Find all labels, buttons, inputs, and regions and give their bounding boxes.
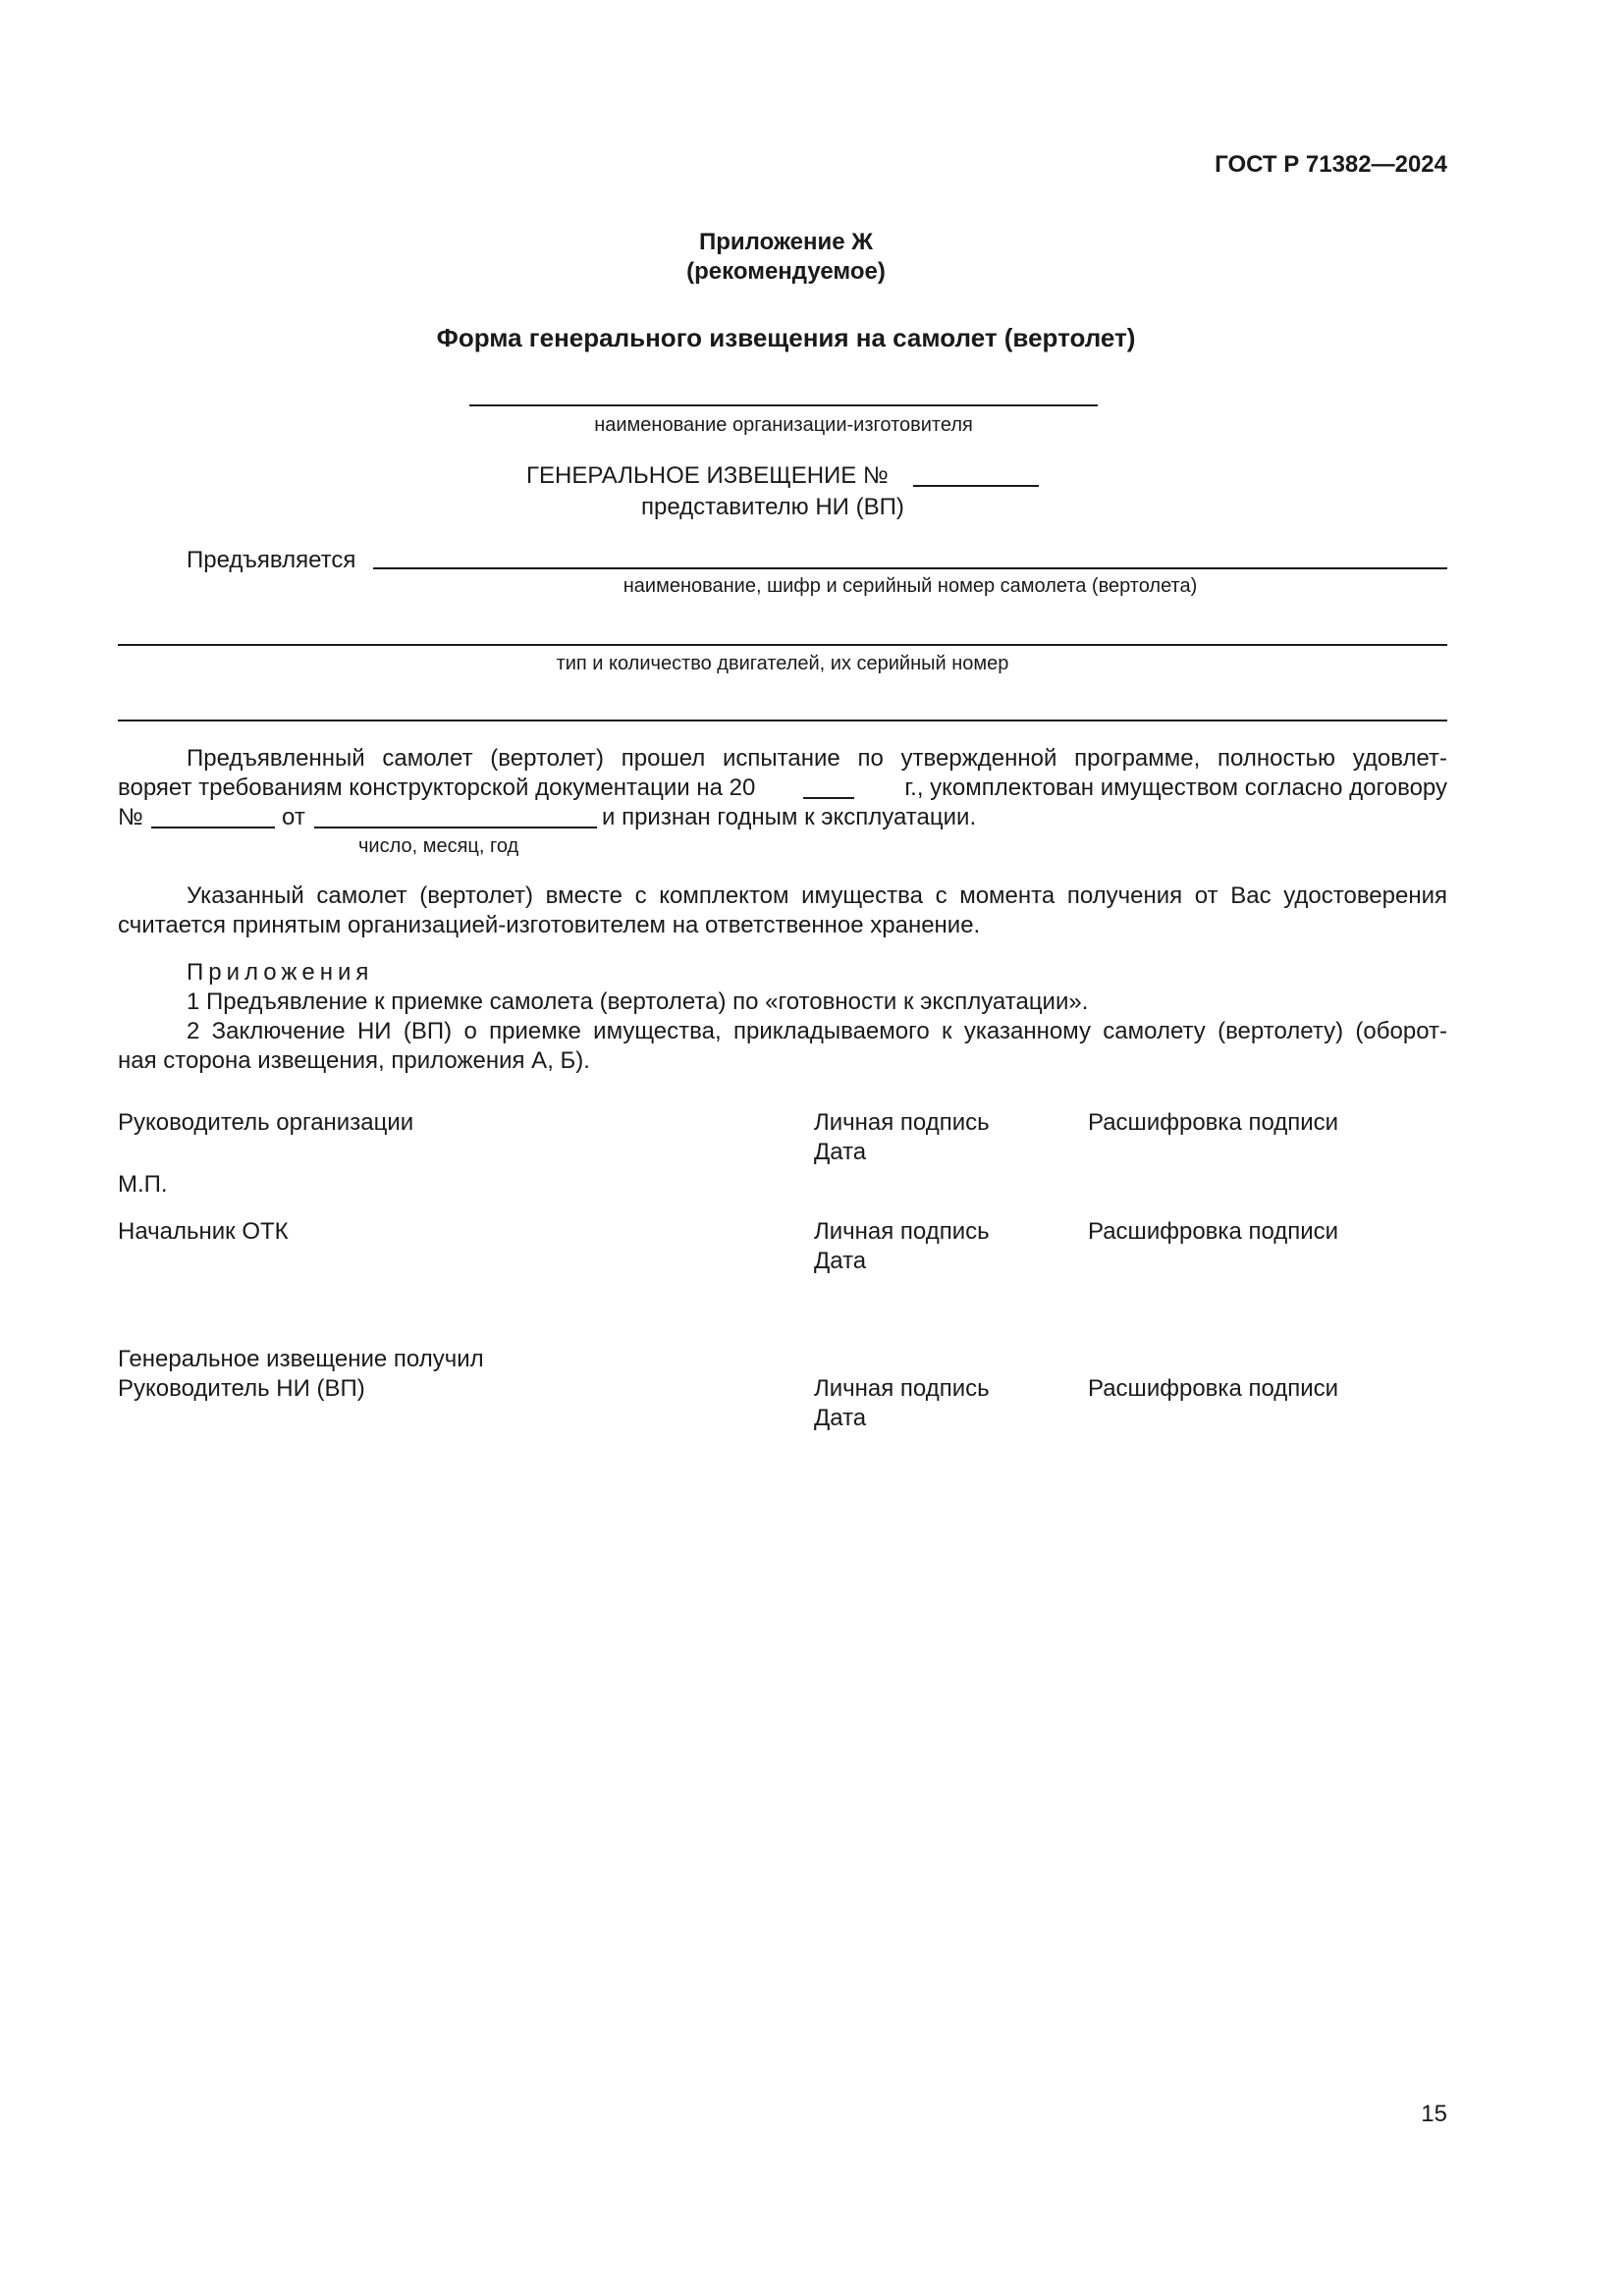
signature-decoding-label: Расшифровка подписи [1088,1109,1339,1136]
presented-label: Предъявляется [187,547,356,573]
manufacturer-line [469,404,1098,406]
contract-date-line [314,827,597,828]
contract-number-line [151,827,275,828]
date-label: Дата [814,1139,867,1165]
appendix-title: Приложение Ж [699,229,873,255]
notice-number-line [913,485,1039,487]
head-of-org-label: Руководитель организации [118,1109,414,1136]
paragraph-1-from: от [282,804,305,830]
attachments-heading: Приложения [187,959,374,986]
paragraph-2-line-2: считается принятым организацией-изготовителем на ответственное хранение. [118,912,981,938]
standard-number: ГОСТ Р 71382—2024 [1215,151,1447,178]
aircraft-caption: наименование, шифр и серийный номер самолета (вертолета) [623,575,1198,597]
addressee: представителю НИ (ВП) [641,494,904,520]
aircraft-line [373,567,1447,569]
paragraph-1-end: и признан годным к эксплуатации. [602,804,977,830]
paragraph-1-line-2b: г., укомплектован имуществом согласно договору [904,774,1447,801]
attachment-item-1: 1 Предъявление к приемке самолета (вертолета) по «готовности к эксплуатации». [187,988,1089,1015]
received-by-label: Генеральное извещение получил [118,1346,484,1372]
engines-caption: тип и количество двигателей, их серийный номер [556,653,1009,674]
personal-signature-label: Личная подпись [814,1375,990,1402]
qc-chief-label: Начальник ОТК [118,1218,289,1245]
year-line [803,797,854,799]
date-caption: число, месяц, год [358,835,519,857]
notice-title: ГЕНЕРАЛЬНОЕ ИЗВЕЩЕНИЕ № [526,462,889,489]
engines-line [118,644,1447,646]
signature-decoding-label: Расшифровка подписи [1088,1375,1339,1402]
signature-decoding-label: Расшифровка подписи [1088,1218,1339,1245]
appendix-status: (рекомендуемое) [686,258,886,285]
page-number: 15 [1421,2101,1447,2127]
paragraph-1-line-2a: воряет требованиям конструкторской документации на 20 [118,774,756,801]
manufacturer-caption: наименование организации-изготовителя [594,414,973,436]
date-label: Дата [814,1248,867,1274]
attachment-item-2-line-2: ная сторона извещения, приложения А, Б). [118,1047,590,1074]
date-label: Дата [814,1405,867,1431]
personal-signature-label: Личная подпись [814,1109,990,1136]
seal-label: М.П. [118,1171,168,1198]
paragraph-2-line-1: Указанный самолет (вертолет) вместе с комплектом имущества с момента получения от Вас удостоверения [187,882,1447,909]
paragraph-1-line-1: Предъявленный самолет (вертолет) прошел испытание по утвержденной программе, полностью удовлет- [187,745,1447,772]
paragraph-1-number-sign: № [118,804,143,830]
form-title: Форма генерального извещения на самолет (вертолет) [436,323,1136,352]
ni-head-label: Руководитель НИ (ВП) [118,1375,365,1402]
personal-signature-label: Личная подпись [814,1218,990,1245]
attachment-item-2-line-1: 2 Заключение НИ (ВП) о приемке имущества, прикладываемого к указанному самолету (вертолету) (оборот- [187,1018,1447,1044]
engines-line-2 [118,720,1447,721]
